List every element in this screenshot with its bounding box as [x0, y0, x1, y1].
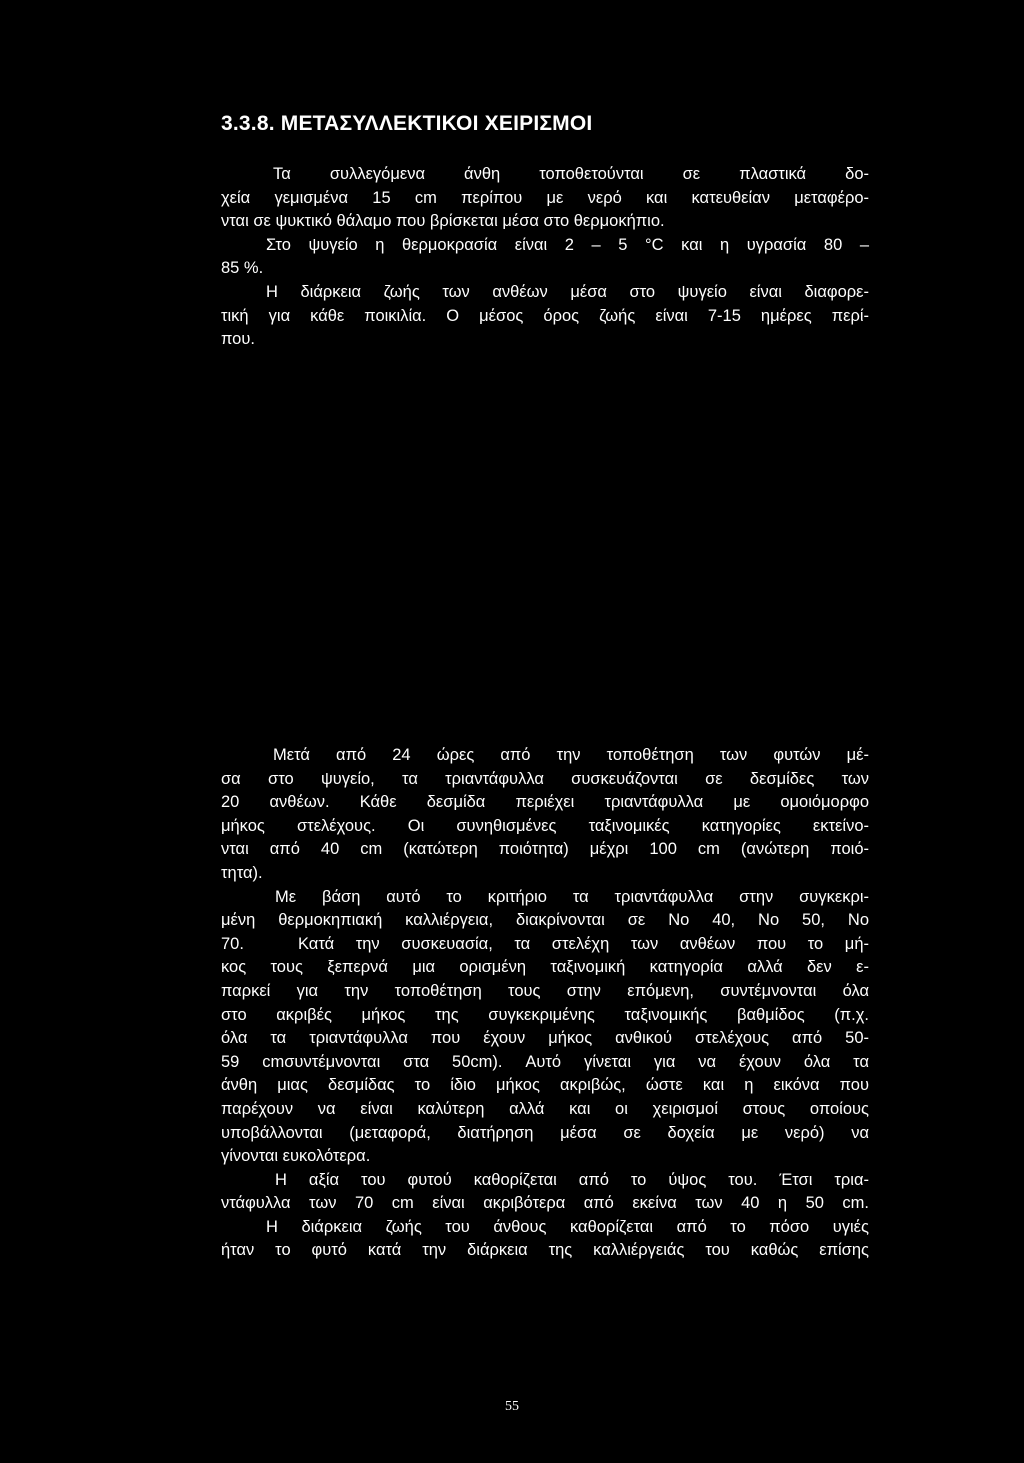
text-line: Η διάρκεια ζωής των ανθέων μέσα στο ψυγείο είναι διαφορε-	[266, 282, 869, 301]
text-line: 85 %.	[221, 259, 264, 278]
text-line: τητα).	[221, 863, 263, 882]
text-line: γίνονται ευκολότερα.	[221, 1147, 371, 1166]
text-line: υποβάλλονται (μεταφορά, διατήρηση μέσα σε δοχεία με νερό) να	[221, 1123, 869, 1142]
text-line: παρκεί για την τοποθέτηση τους στην επόμενη, συντέμνονται όλα	[221, 981, 869, 1000]
text-line: Μετά από 24 ώρες από την τοποθέτηση των φυτών μέ-	[273, 746, 869, 764]
text-line: 20 ανθέων. Κάθε δεσμίδα περιέχει τριαντάφυλλα με ομοιόμορφο	[221, 793, 869, 812]
text-line: παρέχουν να είναι καλύτερη αλλά και οι χειρισμοί στους οποίους	[221, 1099, 869, 1118]
text-line: Η διάρκεια ζωής του άνθους καθορίζεται από το πόσο υγιές	[266, 1217, 869, 1236]
section-heading: 3.3.8. ΜΕΤΑΣΥΛΛΕΚΤΙΚΟΙ ΧΕΙΡΙΣΜΟΙ	[221, 112, 593, 135]
text-line: στο ακριβές μήκος της συγκεκριμένης ταξινομικής βαθμίδος (π.χ.	[221, 1005, 869, 1024]
text-line: ντάφυλλα των 70 cm είναι ακριβότερα από εκείνα των 40 η 50 cm.	[221, 1194, 869, 1213]
text-line: Στο ψυγείο η θερμοκρασία είναι 2 – 5 °C και η υγρασία 80 –	[266, 235, 869, 254]
text-line: Η αξία του φυτού καθορίζεται από το ύψος του. Έτσι τρια-	[275, 1170, 869, 1189]
text-line: μήκος στελέχους. Οι συνηθισμένες ταξινομικές κατηγορίες εκτείνο-	[221, 816, 869, 835]
text-line: 59 cmσυντέμνονται στα 50cm). Αυτό γίνεται για να έχουν όλα τα	[221, 1052, 869, 1071]
text-line: που.	[221, 330, 255, 349]
text-line: όλα τα τριαντάφυλλα που έχουν μήκος ανθικού στελέχους από 50-	[221, 1029, 869, 1048]
text-line: Κατά την συσκευασία, τα στελέχη των ανθέων που το μή-	[298, 934, 869, 953]
text-line: νται από 40 cm (κατώτερη ποιότητα) μέχρι 100 cm (ανώτερη ποιό-	[221, 840, 869, 859]
text-line: Τα συλλεγόμενα άνθη τοποθετούνται σε πλαστικά δο-	[273, 165, 869, 183]
paragraph-block-storage	[221, 163, 869, 352]
text-line: κος τους ξεπερνά μια ορισμένη ταξινομική κατηγορία αλλά δεν ε-	[221, 958, 869, 977]
text-line: τική για κάθε ποικιλία. Ο μέσος όρος ζωής είναι 7-15 ημέρες περί-	[221, 306, 869, 325]
text-line: Με βάση αυτό το κριτήριο τα τριαντάφυλλα στην συγκεκρι-	[275, 887, 869, 906]
text-line: χεία γεμισμένα 15 cm περίπου με νερό και κατευθείαν μεταφέρο-	[221, 188, 869, 207]
page-number: 55	[505, 1399, 519, 1414]
paragraph-block-packaging	[221, 744, 869, 1263]
text-line: νται σε ψυκτικό θάλαμο που βρίσκεται μέσα στο θερμοκήπιο.	[221, 212, 665, 231]
text-line: σα στο ψυγείο, τα τριαντάφυλλα συσκευάζονται σε δεσμίδες των	[221, 769, 869, 788]
text-line: 70.	[221, 934, 244, 953]
text-line: μένη θερμοκηπιακή καλλιέργεια, διακρίνονται σε Νο 40, Νο 50, Νο	[221, 911, 869, 930]
text-line: ήταν το φυτό κατά την διάρκεια της καλλιέργειάς του καθώς επίσης	[221, 1241, 869, 1260]
text-line: άνθη μιας δεσμίδας το ίδιο μήκος ακριβώς, ώστε και η εικόνα που	[221, 1076, 869, 1095]
